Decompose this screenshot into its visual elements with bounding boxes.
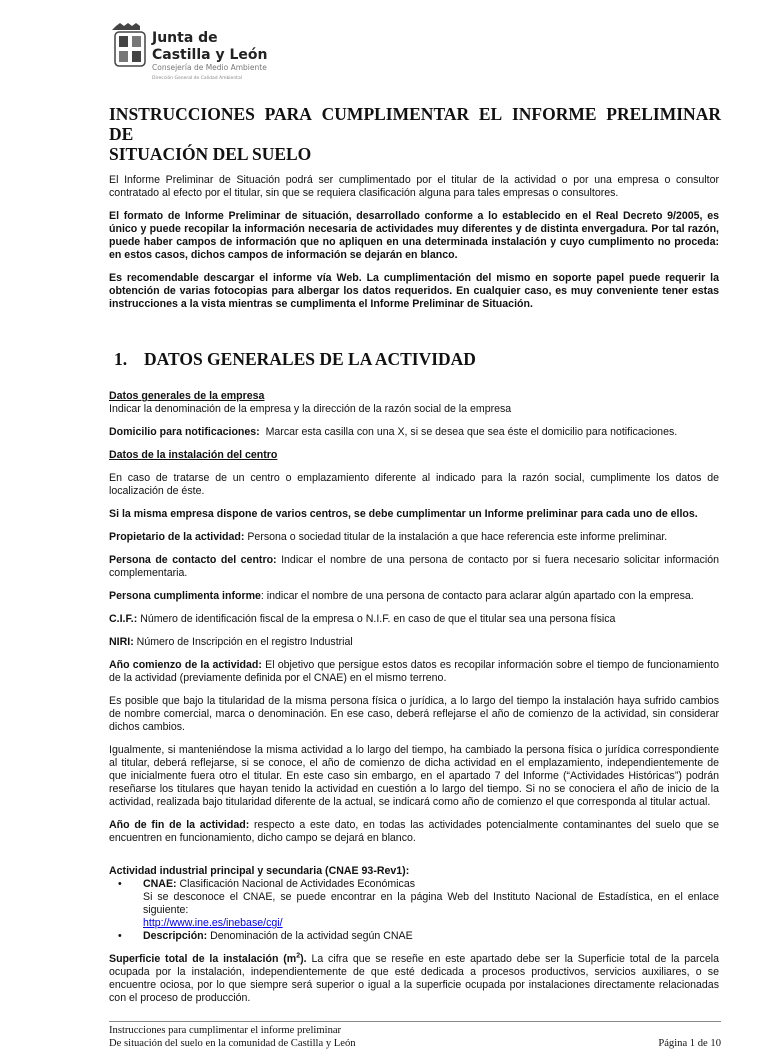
svg-text:Dirección General de Calidad A: Dirección General de Calidad Ambiental — [152, 76, 242, 81]
cnae-list — [109, 878, 719, 943]
footer-divider — [109, 1021, 721, 1022]
propietario-label: Propietario de la actividad: — [109, 531, 245, 543]
niri-label: NIRI: — [109, 636, 134, 648]
list-item — [118, 878, 719, 930]
title-word: PRELIMINAR — [606, 104, 721, 124]
cif-text: Número de identificación fiscal de la empresa o N.I.F. en caso de que el titular sea una persona física — [137, 613, 616, 625]
superficie-paragraph — [109, 953, 719, 1005]
igualmente-paragraph: Igualmente, si manteniéndose la misma actividad a lo largo del tiempo, ha cambiado la persona física o jurídica correspondiente al titular, deberá reflejarse, si se conoce, el año de comienzo de dicha actividad en el emplazamiento, independientemente de que inicialmente fuera otro el titular. En este caso sin embargo, en el apartado 7 del Informe (“Actividades Históricas”) podrán reseñarse los titulares que hayan tenido la actividad en cuestión a lo largo del tiempo. Si no se conociera el año de inicio de la actividad, realizada bajo titularidad diferente de la actual, se indicará como año de comienzo el que corresponda al titular actual. — [109, 744, 719, 808]
page-number: Página 1 de 10 — [658, 1038, 721, 1049]
cif-label: C.I.F.: — [109, 613, 138, 625]
instalacion-text: En caso de tratarse de un centro o emplazamiento diferente al indicado para la razón social, cumplimente los datos de localización de éste. — [109, 472, 719, 497]
varios-centros-note: Si la misma empresa dispone de varios centros, se debe cumplimentar un Informe preliminar para cada uno de ellos. — [109, 508, 698, 520]
page-footer — [109, 1024, 721, 1050]
comienzo-paragraph — [109, 659, 719, 685]
svg-text:Junta de: Junta de — [152, 30, 218, 46]
footer-line-2: De situación del suelo en la comunidad de Castilla y León — [109, 1038, 356, 1049]
title-word: PARA — [264, 104, 312, 124]
comienzo-label: Año comienzo de la actividad: — [109, 659, 262, 671]
propietario-text: Persona o sociedad titular de la instalación a que hace referencia este informe preliminar. — [244, 531, 668, 543]
empresa-text: Indicar la denominación de la empresa y la dirección de la razón social de la empresa — [109, 403, 512, 415]
descripcion-label: Descripción: — [143, 930, 208, 942]
domicilio-label: Domicilio para notificaciones: — [109, 426, 260, 438]
junta-castilla-leon-logo — [112, 22, 721, 82]
section-number: 1. — [114, 349, 128, 369]
section-title: DATOS GENERALES DE LA ACTIVIDAD — [144, 349, 476, 369]
title-word: CUMPLIMENTAR — [321, 104, 470, 124]
title-word: INSTRUCCIONES — [109, 104, 255, 124]
title-word: EL — [478, 104, 503, 124]
cumplimenta-label: Persona cumplimenta informe — [109, 590, 261, 602]
cnae-text: Clasificación Nacional de Actividades Económicas — [176, 878, 416, 890]
bullet-icon: • — [118, 930, 122, 942]
footer-spacer — [109, 1005, 721, 1021]
intro-paragraph-1: El Informe Preliminar de Situación podrá ser cumplimentado por el titular de la actividad o por una empresa o consultor contratado al efecto por el titular, sin que se requiera clasificación alguna para tales empresas o consultores. — [109, 174, 719, 199]
descripcion-text: Denominación de la actividad según CNAE — [207, 930, 413, 942]
cumplimenta-paragraph — [109, 590, 719, 603]
cif-paragraph — [109, 613, 719, 626]
svg-text:Consejería de Medio Ambiente: Consejería de Medio Ambiente — [152, 63, 267, 72]
fin-text: respecto a este dato, en todas las actividades potencialmente contaminantes del suelo que se encuentren en funcionamiento, dicho campo se dejará en blanco. — [109, 819, 720, 844]
superficie-sup: 2 — [296, 952, 301, 960]
domicilio-paragraph — [109, 426, 719, 439]
section-heading — [114, 349, 721, 370]
niri-paragraph — [109, 636, 719, 649]
comienzo-text: El objetivo que persigue estos datos es recopilar información sobre el tiempo de funcionamiento de la actividad (previamente definida por el CNAE) en el mismo terreno. — [109, 659, 720, 684]
cnae-more-text: Si se desconoce el CNAE, se puede encontrar en la página Web del Instituto Nacional de Estadística, en el enlace siguiente: — [143, 891, 719, 916]
contacto-paragraph — [109, 554, 719, 580]
fin-paragraph — [109, 819, 719, 845]
cnae-heading: Actividad industrial principal y secundaria (CNAE 93-Rev1): — [109, 865, 410, 877]
empresa-block — [109, 390, 719, 416]
niri-text: Número de Inscripción en el registro Industrial — [133, 636, 353, 648]
posible-paragraph: Es posible que bajo la titularidad de la misma persona física o jurídica, a lo largo del tiempo la instalación haya sufrido cambios de nombre comercial, marca o denominación. En ese caso, deberá reflejarse el año de comienzo de la actividad, sin considerar dichos cambios. — [109, 695, 719, 733]
list-item — [118, 930, 719, 943]
superficie-label: Superficie total de la instalación (m — [109, 953, 297, 965]
cnae-block — [109, 865, 719, 943]
intro-paragraph-3: Es recomendable descargar el informe vía Web. La cumplimentación del mismo en soporte papel puede requerir la obtención de varias fotocopias para albergar los datos requeridos. En cualquier caso, es muy conveniente tener estas instrucciones a la vista mientras se cumplimenta el Informe Preliminar de Situación. — [109, 272, 719, 310]
title-line-2: SITUACIÓN DEL SUELO — [109, 144, 312, 164]
ine-link[interactable]: http://www.ine.es/inebase/cgi/ — [143, 917, 283, 929]
contacto-label: Persona de contacto del centro: — [109, 554, 277, 566]
cnae-label: CNAE: — [143, 878, 177, 890]
contacto-text: Indicar el nombre de una persona de contacto por si fuera necesario solicitar información complementaria. — [109, 554, 720, 579]
footer-line-1: Instrucciones para cumplimentar el informe preliminar — [109, 1025, 342, 1036]
instalacion-heading: Datos de la instalación del centro — [109, 449, 278, 461]
superficie-text: La cifra que se reseñe en este apartado debe ser la Superficie total de la parcela ocupada por la instalación, independientemente de que esté dedicada a procesos productivos, servicios auxiliares, o se encuentre ociosa, por lo que siempre será superior o igual a la superficie ocupada por instalaciones directamente relacionadas con el proceso de producción. — [109, 953, 719, 1004]
title-word: DE — [109, 124, 134, 144]
title-word: INFORME — [511, 104, 597, 124]
svg-text:Castilla y León: Castilla y León — [152, 47, 268, 63]
superficie-label-end: ). — [300, 953, 307, 965]
propietario-paragraph — [109, 531, 719, 544]
document-title — [109, 104, 721, 164]
empresa-heading: Datos generales de la empresa — [109, 390, 265, 402]
domicilio-text: Marcar esta casilla con una X, si se desea que sea éste el domicilio para notificaciones. — [259, 426, 678, 438]
cumplimenta-text: : indicar el nombre de una persona de contacto para aclarar algún apartado con la empresa. — [260, 590, 694, 602]
fin-label: Año de fin de la actividad: — [109, 819, 250, 831]
bullet-icon: • — [118, 878, 122, 890]
intro-paragraph-2: El formato de Informe Preliminar de situación, desarrollado conforme a lo establecido en el Real Decreto 9/2005, es único y puede recopilar la información necesaria de actividades muy diferentes y de distinta envergadura. Por tal razón, puede haber campos de información que no apliquen en una determinada instalación y cuyo cumplimento no proceda: en estos casos, dichos campos de información se dejarán en blanco. — [109, 210, 719, 261]
